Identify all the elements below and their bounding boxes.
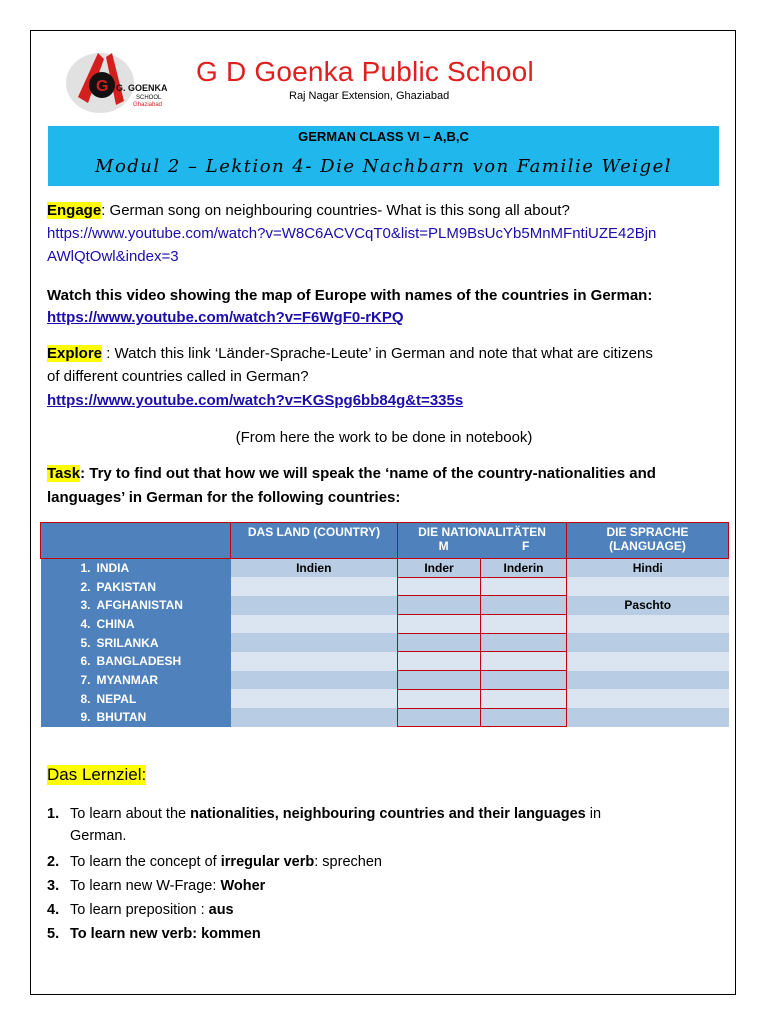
goal-text: To learn about the bbox=[70, 806, 191, 822]
country-cell bbox=[41, 708, 231, 727]
engage-link-cont[interactable] bbox=[47, 246, 179, 268]
country-name: NEPAL bbox=[96, 691, 137, 706]
goal-text-continued: German. bbox=[70, 828, 127, 844]
row-number: 9. bbox=[80, 710, 91, 725]
task-text2: languages’ in German for the following countries: bbox=[47, 489, 401, 506]
nationality-m-cell: Inder bbox=[398, 559, 481, 578]
logo-sub1: SCHOOL bbox=[136, 95, 162, 101]
table-row bbox=[41, 671, 729, 690]
header-f: F bbox=[521, 539, 530, 553]
goal-text-end: : sprechen bbox=[314, 854, 382, 870]
header-language bbox=[567, 523, 729, 559]
engage-text: : German song on neighbouring countries- What is this song all about? bbox=[101, 202, 570, 219]
country-name: INDIA bbox=[96, 561, 130, 576]
language-cell: Paschto bbox=[567, 596, 729, 615]
engage-line bbox=[47, 200, 570, 222]
goal-bold-text: irregular verb bbox=[220, 854, 315, 870]
land-cell: Indien bbox=[231, 559, 398, 578]
land-cell bbox=[231, 652, 398, 671]
row-number: 7. bbox=[80, 672, 91, 687]
engage-label: Engage bbox=[47, 202, 102, 219]
country-cell bbox=[41, 615, 231, 634]
table-row bbox=[41, 689, 729, 708]
nationality-f-cell bbox=[481, 633, 567, 652]
watch-text: Watch this video showing the map of Europe with names of the countries in German: bbox=[47, 287, 653, 304]
explore-text1: : Watch this link ‘Länder-Sprache-Leute’ in German and note that what are citizens bbox=[102, 345, 653, 362]
task-line bbox=[47, 463, 656, 485]
nationality-f-cell bbox=[481, 615, 567, 634]
table-row bbox=[41, 633, 729, 652]
logo-sub2: Ghaziabad bbox=[133, 102, 163, 108]
lernziel-heading: Das Lernziel: bbox=[47, 765, 147, 784]
goal-bold-text: Woher bbox=[220, 878, 266, 894]
nationality-m-cell bbox=[398, 633, 481, 652]
country-cell bbox=[41, 559, 231, 578]
country-name: MYANMAR bbox=[96, 672, 159, 687]
language-cell bbox=[567, 652, 729, 671]
row-number: 4. bbox=[80, 616, 91, 631]
table-row bbox=[41, 577, 729, 596]
svg-text:G: G bbox=[96, 78, 109, 95]
table-row bbox=[41, 559, 729, 578]
header-land: DAS LAND (COUNTRY) bbox=[231, 523, 398, 559]
nationality-f-cell: Inderin bbox=[481, 559, 567, 578]
table-row bbox=[41, 615, 729, 634]
country-cell bbox=[41, 652, 231, 671]
goal-item bbox=[47, 875, 265, 897]
explore-link[interactable]: https://www.youtube.com/watch?v=KGSpg6bb84g&t=335s bbox=[47, 392, 464, 409]
engage-link-line2[interactable]: AWlQtOwl&index=3 bbox=[47, 248, 179, 265]
header-empty bbox=[41, 523, 231, 559]
land-cell bbox=[231, 633, 398, 652]
school-logo bbox=[58, 45, 178, 117]
goal-text: To learn the concept of bbox=[70, 854, 221, 870]
land-cell bbox=[231, 615, 398, 634]
nationality-m-cell bbox=[398, 708, 481, 727]
nationality-f-cell bbox=[481, 708, 567, 727]
banner-title: GERMAN CLASS VI – A,B,C bbox=[298, 129, 469, 144]
class-banner bbox=[48, 126, 719, 186]
header-m: M bbox=[438, 539, 449, 553]
goal-number: 1. bbox=[47, 806, 60, 822]
engage-link-line1[interactable]: https://www.youtube.com/watch?v=W8C6ACVCqT0&list=PLM9BsUcYb5MnMFntiUZE42Bjn bbox=[47, 225, 657, 242]
country-cell bbox=[41, 689, 231, 708]
row-number: 3. bbox=[80, 598, 91, 613]
explore-text2: of different countries called in German? bbox=[47, 368, 309, 385]
table-row bbox=[41, 596, 729, 615]
nationality-f-cell bbox=[481, 577, 567, 596]
banner-subtitle: Modul 2 – Lektion 4- Die Nachbarn von Familie Weigel bbox=[95, 156, 672, 177]
nationality-f-cell bbox=[481, 596, 567, 615]
nationality-f-cell bbox=[481, 671, 567, 690]
task-text1: : Try to find out that how we will speak the ‘name of the country-nationalities and bbox=[80, 465, 656, 482]
language-cell bbox=[567, 577, 729, 596]
table-row bbox=[41, 652, 729, 671]
nationality-f-cell bbox=[481, 689, 567, 708]
goal-bold-text: nationalities, neighbouring countries and their languages bbox=[190, 806, 586, 822]
goal-item bbox=[47, 803, 601, 847]
nationality-m-cell bbox=[398, 689, 481, 708]
country-cell bbox=[41, 577, 231, 596]
country-name: BANGLADESH bbox=[96, 654, 182, 669]
row-number: 8. bbox=[80, 691, 91, 706]
explore-line bbox=[47, 343, 653, 365]
row-number: 2. bbox=[80, 579, 91, 594]
country-name: CHINA bbox=[96, 616, 135, 631]
goal-bold-text: To learn new verb: kommen bbox=[70, 926, 261, 942]
land-cell bbox=[231, 708, 398, 727]
nationality-m-cell bbox=[398, 596, 481, 615]
header-nationality bbox=[398, 523, 567, 559]
goal-number: 4. bbox=[47, 902, 60, 918]
goal-number: 5. bbox=[47, 926, 60, 942]
country-cell bbox=[41, 596, 231, 615]
header-language-1: DIE SPRACHE bbox=[606, 525, 689, 539]
row-number: 1. bbox=[80, 561, 91, 576]
engage-link[interactable] bbox=[47, 223, 656, 245]
notebook-note: (From here the work to be done in notebook) bbox=[235, 429, 533, 446]
table-row bbox=[41, 708, 729, 727]
goal-item bbox=[47, 851, 382, 873]
row-number: 6. bbox=[80, 654, 91, 669]
land-cell bbox=[231, 671, 398, 690]
nationality-m-cell bbox=[398, 652, 481, 671]
goal-item bbox=[47, 899, 234, 921]
nationality-m-cell bbox=[398, 615, 481, 634]
logo-text: G. GOENKA bbox=[116, 83, 168, 93]
goal-number: 3. bbox=[47, 878, 60, 894]
country-cell bbox=[41, 633, 231, 652]
goal-text-end: in bbox=[585, 806, 602, 822]
language-cell bbox=[567, 615, 729, 634]
goal-item bbox=[47, 923, 261, 945]
goal-number: 2. bbox=[47, 854, 60, 870]
language-cell bbox=[567, 689, 729, 708]
language-cell: Hindi bbox=[567, 559, 729, 578]
goal-text: To learn new W-Frage: bbox=[70, 878, 221, 894]
country-name: PAKISTAN bbox=[96, 579, 157, 594]
school-name: G D Goenka Public School bbox=[196, 56, 534, 87]
nationality-m-cell bbox=[398, 577, 481, 596]
nationality-m-cell bbox=[398, 671, 481, 690]
language-cell bbox=[567, 671, 729, 690]
task-label: Task bbox=[47, 465, 81, 482]
nationality-f-cell bbox=[481, 652, 567, 671]
country-name: AFGHANISTAN bbox=[96, 598, 183, 613]
explore-label: Explore bbox=[47, 345, 103, 362]
language-cell bbox=[567, 633, 729, 652]
goal-bold-text: aus bbox=[208, 902, 234, 918]
goal-text: To learn preposition : bbox=[70, 902, 209, 918]
land-cell bbox=[231, 577, 398, 596]
header-nationality-label: DIE NATIONALITÄTEN bbox=[418, 525, 546, 539]
row-number: 5. bbox=[80, 635, 91, 650]
land-cell bbox=[231, 689, 398, 708]
country-table bbox=[40, 522, 729, 727]
language-cell bbox=[567, 708, 729, 727]
watch-link[interactable]: https://www.youtube.com/watch?v=F6WgF0-rKPQ bbox=[47, 309, 404, 326]
school-location: Raj Nagar Extension, Ghaziabad bbox=[289, 90, 450, 102]
country-name: SRILANKA bbox=[96, 635, 159, 650]
land-cell bbox=[231, 596, 398, 615]
country-cell bbox=[41, 671, 231, 690]
header-language-2: (LANGUAGE) bbox=[609, 539, 686, 553]
country-name: BHUTAN bbox=[96, 710, 147, 725]
